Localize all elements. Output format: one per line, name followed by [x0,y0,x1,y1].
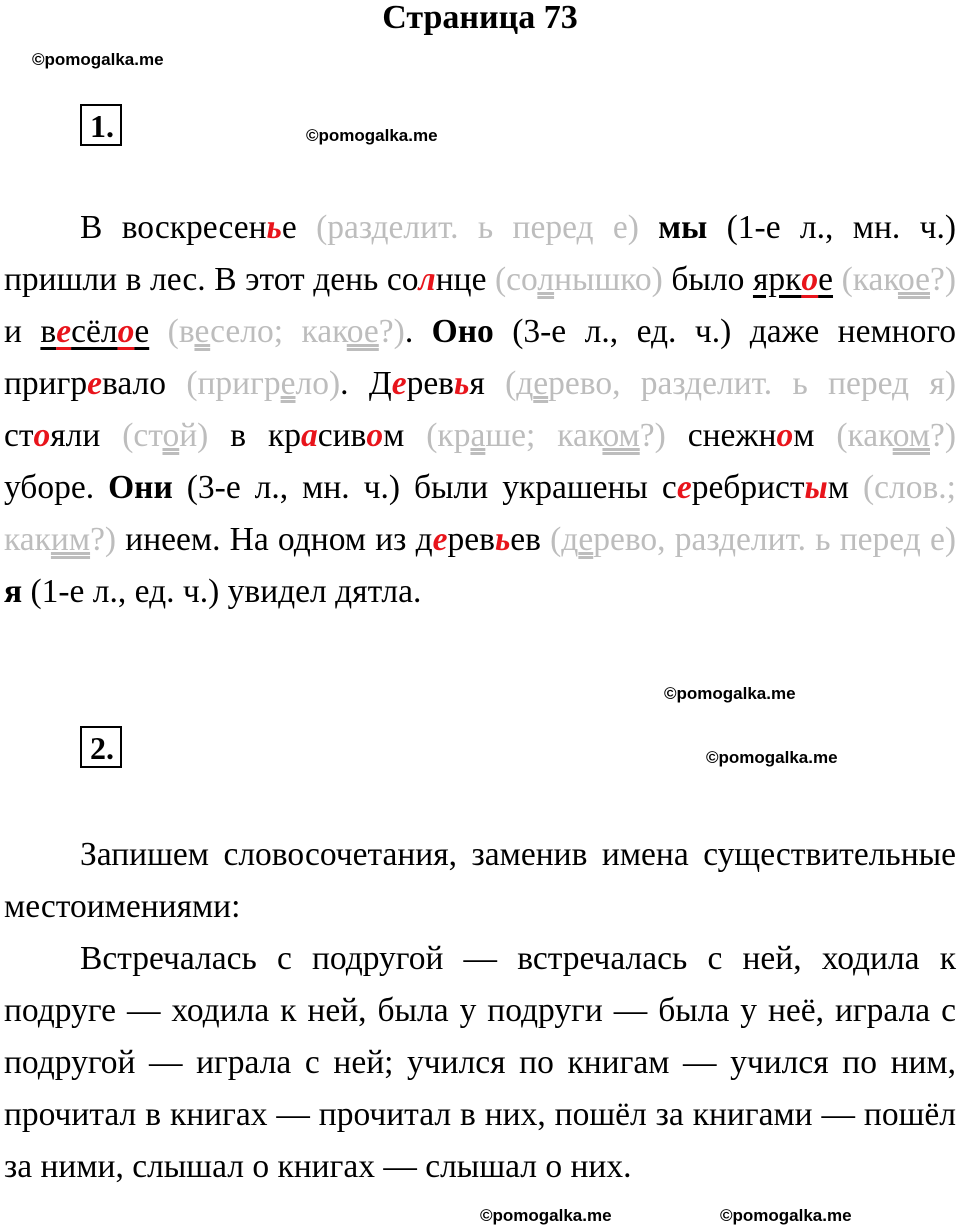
text: было [662,261,753,298]
text: (1-е л., ед. ч.) увидел дятла. [22,573,422,610]
underlined-word: ярк [752,261,802,298]
underlined-spelling-letter: о [801,261,819,298]
hint-underlined: о [162,417,180,454]
hint-text: (как [841,261,898,298]
hint-underlined: им [50,521,91,558]
watermark: ©pomogalka.me [32,50,164,69]
spelling-letter: е [391,365,407,402]
text: ребрист [691,469,805,506]
hint-text: (кр [426,417,471,454]
text: я [469,365,506,402]
hint-text: ?) [930,417,957,454]
hint-text: (разделит. ь перед е) [316,209,659,246]
text: инеем. На одном из д [116,521,433,558]
text: . [404,313,432,350]
hint-underlined: ом [892,417,930,454]
watermark: ©pomogalka.me [664,684,796,703]
spelling-letter: е [432,521,448,558]
hint-text: ?) [378,313,405,350]
pronoun: мы [658,209,708,246]
hint-text: (как [836,417,893,454]
hint-underlined: ом [602,417,640,454]
text: яли [50,417,123,454]
task2-intro: Запишем словосочетания, заменив имена существительные местоимениями: [4,836,956,925]
text: м [827,469,863,506]
text: ев [510,521,551,558]
spelling-letter: е [676,469,692,506]
text [149,313,167,350]
watermark: ©pomogalka.me [720,1206,852,1225]
pronoun: Они [108,469,173,506]
task-number-1: 1. [80,104,122,146]
hint-text: ?) [90,521,117,558]
watermark: ©pomogalka.me [306,126,438,145]
hint-underlined: а [470,417,486,454]
hint-text: (д [505,365,534,402]
hint-text: ше; как [485,417,603,454]
page-title: Страница 73 [382,0,578,36]
hint-text: рево, разделит. ь перед я) [548,365,956,402]
hint-underlined: л [537,261,555,298]
hint-text: ?) [929,261,957,298]
spelling-letter: ь [266,209,282,246]
text: рев [447,521,495,558]
hint-text: (слов.; как [4,469,956,558]
text: вало [101,365,187,402]
hint-text: й) [179,417,209,454]
hint-underlined: ое [346,313,379,350]
hint-underlined: ое [897,261,930,298]
watermark: ©pomogalka.me [480,1206,612,1225]
spelling-letter: о [776,417,794,454]
text: (1-е л., мн. ч.) пришли в лес. В этот день со [4,209,956,298]
hint-underlined: е [280,365,296,402]
spelling-letter: е [87,365,102,402]
task1-paragraph [4,202,956,618]
pronoun: я [4,573,23,610]
hint-text: (со [495,261,538,298]
text: сив [317,417,367,454]
spelling-letter: ь [454,365,470,402]
underlined-spelling-letter: о [117,313,135,350]
spelling-letter: о [33,417,51,454]
hint-text: ?) [639,417,666,454]
underlined-word: е [134,313,150,350]
text: е [281,209,317,246]
task-number-2: 2. [80,726,122,768]
text: снежн [665,417,777,454]
hint-underlined: е [194,313,211,350]
hint-text: (в [167,313,195,350]
task2-text [4,829,956,1193]
hint-underlined: е [533,365,549,402]
text: . Д [340,365,392,402]
text: м [383,417,427,454]
underlined-word: сёл [71,313,118,350]
spelling-letter: ь [494,521,511,558]
underlined-word: е [818,261,834,298]
spelling-letter: ы [804,469,828,506]
pronoun: Оно [431,313,494,350]
spelling-letter: о [366,417,384,454]
hint-text: (д [550,521,579,558]
hint-text: ло) [295,365,341,402]
hint-text: нышко) [554,261,663,298]
text: нце [435,261,496,298]
underlined-spelling-letter: е [56,313,72,350]
hint-text: рево, разделит. ь перед е) [593,521,956,558]
spelling-letter: а [301,417,318,454]
hint-underlined: е [578,521,594,558]
text: В воскресен [80,209,267,246]
text: уборе. [4,469,109,506]
text: и [4,313,41,350]
text: (3-е л., ед. ч.) даже немного пригр [4,313,957,402]
text: рев [406,365,454,402]
text [833,261,842,298]
underlined-word: в [40,313,57,350]
hint-text: (ст [122,417,163,454]
watermark: ©pomogalka.me [706,748,838,767]
text: ст [4,417,34,454]
task1-text [4,202,956,618]
task2-answer: Встречалась с подругой — встречалась с ней, ходила к подруге — ходила к ней, была у подруги — была у неё, играла с подругой — играла с ней; учился по книгам — учился по ним, прочитал в книгах — прочитал в них, пошёл за книгами — пошёл за ними, слышал о книгах — слышал о них. [4,940,956,1185]
hint-text: (пригр [186,365,281,402]
text: в кр [208,417,302,454]
spelling-letter: л [418,261,436,298]
text: м [793,417,837,454]
hint-text: село; как [210,313,347,350]
text: (3-е л., мн. ч.) были украшены с [172,469,677,506]
